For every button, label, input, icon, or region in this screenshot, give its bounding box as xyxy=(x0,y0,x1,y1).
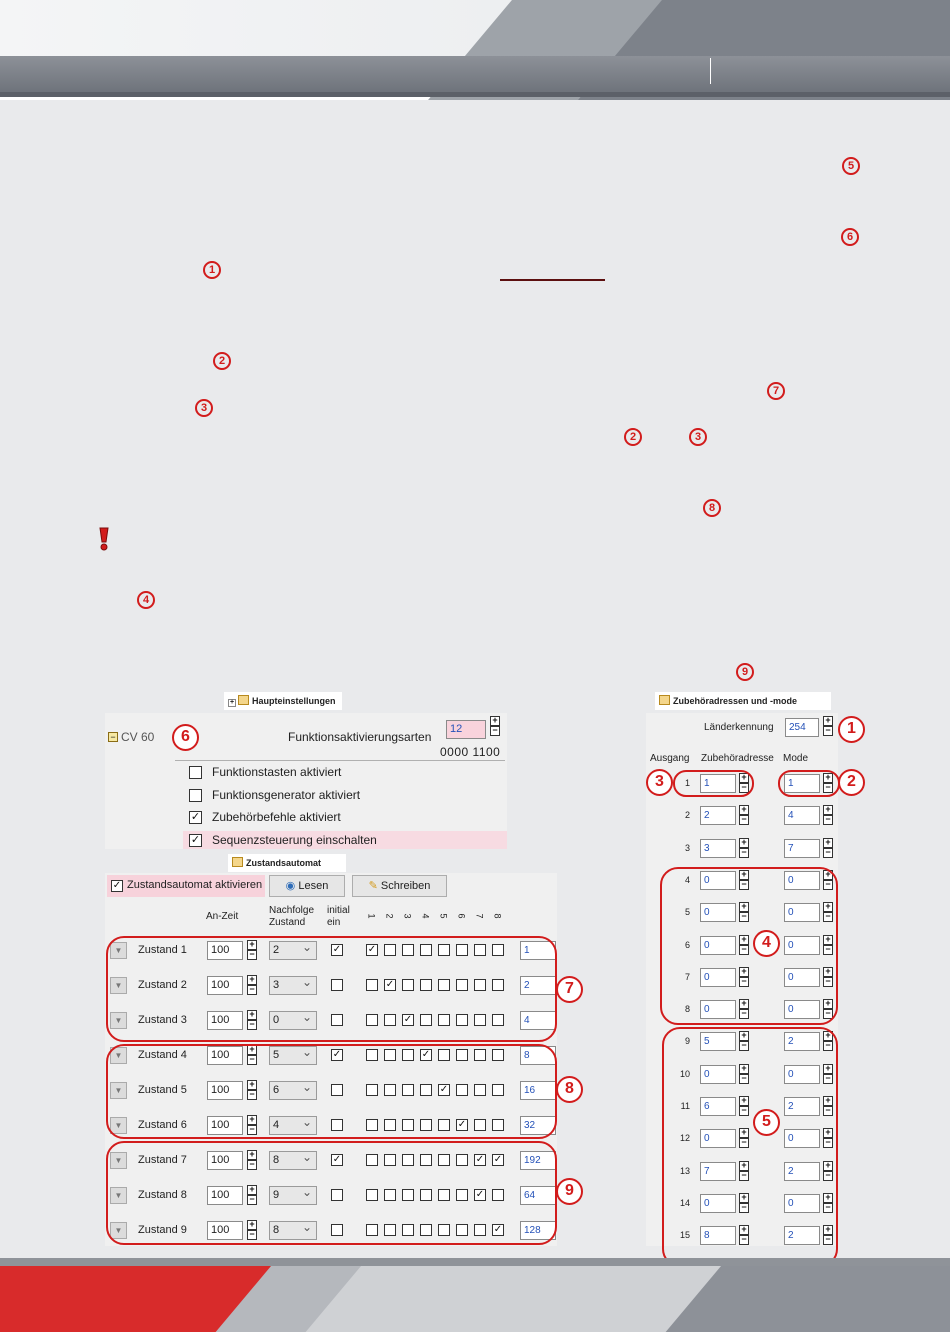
address-stepper[interactable]: + − xyxy=(739,1031,749,1051)
address-input[interactable]: 5 xyxy=(700,1032,736,1051)
underline-mark xyxy=(500,279,605,281)
bit-header-5: 5 xyxy=(438,913,449,919)
address-stepper[interactable]: + − xyxy=(739,1128,749,1148)
footer-red-shape xyxy=(0,1266,271,1332)
read-button-label: Lesen xyxy=(298,880,329,892)
output-number: 8 xyxy=(684,1004,690,1015)
on-time-input[interactable]: 100 xyxy=(207,1151,243,1170)
address-input[interactable]: 0 xyxy=(700,871,736,890)
folder-icon xyxy=(238,695,249,705)
mode-input[interactable]: 0 xyxy=(784,968,820,987)
on-time-input[interactable]: 100 xyxy=(207,1116,243,1135)
mode-stepper[interactable]: + − xyxy=(823,1161,833,1181)
expand-icon: + xyxy=(229,699,235,706)
marker-1: 1 xyxy=(203,261,221,279)
mode-stepper[interactable]: + − xyxy=(823,870,833,890)
output-number: 1 xyxy=(684,778,690,788)
state-value: 192 xyxy=(520,1151,556,1170)
initial-checkbox[interactable]: ✓ xyxy=(332,1154,342,1165)
address-input[interactable]: 0 xyxy=(700,1065,736,1084)
option-label-2: Funktionsgenerator aktiviert xyxy=(212,788,361,802)
marker-5-group: 5 xyxy=(753,1109,780,1136)
state-name: Zustand 3 xyxy=(138,1014,187,1026)
on-time-stepper[interactable]: + − xyxy=(247,1045,257,1065)
group-ring-5 xyxy=(662,1027,838,1267)
row-menu-button[interactable]: ▼ xyxy=(110,1047,127,1064)
write-button[interactable] xyxy=(352,875,447,897)
country-label: Länderkennung xyxy=(704,722,774,733)
on-time-stepper[interactable]: + − xyxy=(247,1185,257,1205)
header-ein: ein xyxy=(327,917,341,928)
bit-header-8: 8 xyxy=(492,913,503,919)
address-stepper[interactable]: + − xyxy=(739,1193,749,1213)
write-button-label: Schreiben xyxy=(380,880,431,892)
state-value: 16 xyxy=(520,1081,556,1100)
mode-stepper[interactable]: + − xyxy=(823,1064,833,1084)
marker-3-out: 3 xyxy=(646,769,673,796)
on-time-input[interactable]: 100 xyxy=(207,976,243,995)
tab-zubehoeradressen-label: Zubehöradressen und -mode xyxy=(673,696,798,706)
mode-stepper[interactable]: + − xyxy=(823,935,833,955)
mode-input[interactable]: 1 xyxy=(784,774,820,793)
group-ring-9 xyxy=(106,1141,557,1245)
header-initial: initial xyxy=(327,905,350,916)
address-stepper[interactable]: + − xyxy=(739,1161,749,1181)
option-label-1: Funktionstasten aktiviert xyxy=(212,765,342,779)
marker-3: 3 xyxy=(195,399,213,417)
mode-stepper[interactable]: + − xyxy=(823,902,833,922)
tab-haupteinstellungen[interactable] xyxy=(224,692,342,710)
address-stepper[interactable]: + − xyxy=(739,1225,749,1245)
address-input[interactable]: 7 xyxy=(700,1162,736,1181)
cv-label: CV 60 xyxy=(121,730,155,744)
state-name: Zustand 8 xyxy=(138,1189,187,1201)
mode-input[interactable]: 0 xyxy=(784,871,820,890)
mode-input[interactable]: 0 xyxy=(784,936,820,955)
mode-stepper[interactable]: + − xyxy=(823,1096,833,1116)
address-stepper[interactable]: + − xyxy=(739,838,749,858)
address-stepper[interactable]: + − xyxy=(739,902,749,922)
address-input[interactable]: 6 xyxy=(700,1097,736,1116)
ring-mode-1 xyxy=(778,770,840,797)
on-time-input[interactable]: 100 xyxy=(207,1011,243,1030)
on-time-stepper[interactable]: + − xyxy=(247,975,257,995)
output-number: 14 xyxy=(679,1197,690,1208)
marker-8-ring: 8 xyxy=(556,1076,583,1103)
group-ring-7 xyxy=(106,936,557,1042)
address-input[interactable]: 0 xyxy=(700,968,736,987)
on-time-stepper[interactable]: + − xyxy=(247,1115,257,1135)
on-time-stepper[interactable]: + − xyxy=(247,1150,257,1170)
mode-input[interactable]: 7 xyxy=(784,839,820,858)
header-separator xyxy=(710,58,711,84)
address-stepper[interactable]: + − xyxy=(739,967,749,987)
pencil-icon: ✎ xyxy=(368,880,378,892)
next-state-select[interactable]: 6 ⌄ xyxy=(269,1081,317,1100)
mode-input[interactable]: 2 xyxy=(784,1226,820,1245)
state-value: 2 xyxy=(520,976,556,995)
marker-7-ring: 7 xyxy=(556,976,583,1003)
header-adresse: Zubehöradresse xyxy=(701,753,774,764)
row-menu-button[interactable]: ▼ xyxy=(110,1187,127,1204)
mode-input[interactable]: 2 xyxy=(784,1097,820,1116)
next-state-select[interactable]: 8 ⌄ xyxy=(269,1221,317,1240)
address-input[interactable]: 0 xyxy=(700,1000,736,1019)
bit-checkbox-6[interactable]: ✓ xyxy=(457,1119,467,1130)
tab-haupteinstellungen-label: Haupteinstellungen xyxy=(252,696,336,706)
next-state-select[interactable]: 5 ⌄ xyxy=(269,1046,317,1065)
footer-stripe xyxy=(0,1258,950,1266)
marker-2: 2 xyxy=(213,352,231,370)
state-name: Zustand 4 xyxy=(138,1049,187,1061)
bit-checkbox-7[interactable]: ✓ xyxy=(475,1189,485,1200)
header-nachfolge: Nachfolge xyxy=(269,905,315,916)
next-state-select[interactable]: 3 ⌄ xyxy=(269,976,317,995)
on-time-stepper[interactable]: + − xyxy=(247,1220,257,1240)
binary-value: 0000 1100 xyxy=(440,745,501,759)
state-value: 1 xyxy=(520,941,556,960)
function-activation-stepper[interactable]: + − xyxy=(490,716,500,736)
on-time-stepper[interactable]: + − xyxy=(247,940,257,960)
header-band xyxy=(0,56,950,96)
output-number: 2 xyxy=(684,810,690,821)
ring-out-1 xyxy=(673,770,754,797)
marker-6-cv: 6 xyxy=(172,724,199,751)
address-input[interactable]: 0 xyxy=(700,1194,736,1213)
address-stepper[interactable]: + − xyxy=(739,773,749,793)
bit-header-4: 4 xyxy=(420,913,431,919)
warning-icon xyxy=(96,527,112,551)
divider xyxy=(175,760,505,761)
row-menu-button[interactable]: ▼ xyxy=(110,1222,127,1239)
option-checkbox-4[interactable]: ✓ xyxy=(190,834,201,846)
option-checkbox-2[interactable] xyxy=(189,789,202,802)
row-menu-button[interactable]: ▼ xyxy=(110,977,127,994)
collapse-icon[interactable]: − xyxy=(108,732,118,742)
marker-6: 6 xyxy=(841,228,859,246)
state-name: Zustand 7 xyxy=(138,1154,187,1166)
state-value: 4 xyxy=(520,1011,556,1030)
marker-3b: 3 xyxy=(689,428,707,446)
eye-icon: ◉ xyxy=(285,880,296,892)
marker-2-mode: 2 xyxy=(838,769,865,796)
folder-icon xyxy=(659,695,670,705)
address-input[interactable]: 0 xyxy=(700,903,736,922)
address-stepper[interactable]: + − xyxy=(739,999,749,1019)
bit-header-3: 3 xyxy=(402,913,413,919)
header-zustand: Zustand xyxy=(269,917,306,928)
next-state-select[interactable]: 0 ⌄ xyxy=(269,1011,317,1030)
row-menu-button[interactable]: ▼ xyxy=(110,1082,127,1099)
mode-stepper[interactable]: + − xyxy=(823,1193,833,1213)
option-label-4: Sequenzsteuerung einschalten xyxy=(212,833,377,847)
activate-checkbox[interactable]: ✓ xyxy=(112,880,122,891)
state-name: Zustand 6 xyxy=(138,1119,187,1131)
marker-1-country: 1 xyxy=(838,716,865,743)
mode-input[interactable]: 2 xyxy=(784,1162,820,1181)
bit-checkbox-3[interactable]: ✓ xyxy=(403,1014,413,1025)
address-input[interactable]: 2 xyxy=(700,806,736,825)
bit-header-2: 2 xyxy=(384,913,395,919)
on-time-input[interactable]: 100 xyxy=(207,941,243,960)
bit-header-6: 6 xyxy=(456,913,467,919)
option-label-3: Zubehörbefehle aktiviert xyxy=(212,810,341,824)
initial-checkbox[interactable]: ✓ xyxy=(332,944,342,955)
address-stepper[interactable]: + − xyxy=(739,1064,749,1084)
row-menu-button[interactable]: ▼ xyxy=(110,1012,127,1029)
output-number: 11 xyxy=(680,1101,690,1111)
output-number: 13 xyxy=(679,1165,690,1176)
row-menu-button[interactable]: ▼ xyxy=(110,1152,127,1169)
mode-stepper[interactable]: + − xyxy=(823,999,833,1019)
next-state-select[interactable]: 2 ⌄ xyxy=(269,941,317,960)
address-input[interactable]: 3 xyxy=(700,839,736,858)
mode-stepper[interactable]: + − xyxy=(823,838,833,858)
on-time-stepper[interactable]: + − xyxy=(247,1080,257,1100)
bit-checkbox-7[interactable]: ✓ xyxy=(475,1154,485,1165)
option-checkbox-3[interactable]: ✓ xyxy=(190,811,201,823)
marker-2b: 2 xyxy=(624,428,642,446)
header-ausgang: Ausgang xyxy=(650,753,690,764)
state-value: 64 xyxy=(520,1186,556,1205)
address-stepper[interactable]: + − xyxy=(739,805,749,825)
mode-input[interactable]: 0 xyxy=(784,903,820,922)
address-input[interactable]: 1 xyxy=(700,774,736,793)
marker-5: 5 xyxy=(842,157,860,175)
output-number: 9 xyxy=(684,1036,690,1047)
marker-4-group: 4 xyxy=(753,930,780,957)
tab-zustandsautomat-label: Zustandsautomat xyxy=(246,858,322,868)
group-ring-4 xyxy=(660,867,838,1025)
address-stepper[interactable]: + − xyxy=(739,870,749,890)
function-activation-input[interactable]: 12 xyxy=(446,720,486,739)
row-menu-button[interactable]: ▼ xyxy=(110,1117,127,1134)
address-input[interactable]: 8 xyxy=(700,1226,736,1245)
country-stepper[interactable]: + − xyxy=(823,716,833,736)
initial-checkbox[interactable]: ✓ xyxy=(332,1049,342,1060)
bit-header-1: 1 xyxy=(366,913,377,919)
haupteinstellungen-panel xyxy=(105,713,507,849)
marker-4: 4 xyxy=(137,591,155,609)
address-input[interactable]: 0 xyxy=(700,936,736,955)
mode-stepper[interactable]: + − xyxy=(823,1225,833,1245)
mode-input[interactable]: 0 xyxy=(784,1065,820,1084)
country-input[interactable]: 254 xyxy=(785,718,819,737)
on-time-input[interactable]: 100 xyxy=(207,1221,243,1240)
mode-stepper[interactable]: + − xyxy=(823,773,833,793)
mode-stepper[interactable]: + − xyxy=(823,1031,833,1051)
output-number: 7 xyxy=(684,971,690,982)
address-stepper[interactable]: + − xyxy=(739,1096,749,1116)
output-number: 4 xyxy=(684,874,690,885)
mode-input[interactable]: 2 xyxy=(784,1032,820,1051)
address-input[interactable]: 0 xyxy=(700,1129,736,1148)
state-name: Zustand 5 xyxy=(138,1084,187,1096)
bit-header-7: 7 xyxy=(474,913,485,919)
mode-stepper[interactable]: + − xyxy=(823,1128,833,1148)
marker-9-ring: 9 xyxy=(556,1178,583,1205)
tab-zubehoeradressen[interactable] xyxy=(655,692,831,710)
state-name: Zustand 1 xyxy=(138,944,187,956)
header-stripe xyxy=(0,92,950,97)
state-value: 8 xyxy=(520,1046,556,1065)
on-time-stepper[interactable]: + − xyxy=(247,1010,257,1030)
next-state-select[interactable]: 4 ⌄ xyxy=(269,1116,317,1135)
on-time-input[interactable]: 100 xyxy=(207,1046,243,1065)
marker-8: 8 xyxy=(703,499,721,517)
output-number: 3 xyxy=(684,842,690,853)
bit-checkbox-1[interactable]: ✓ xyxy=(367,944,377,955)
mode-stepper[interactable]: + − xyxy=(823,967,833,987)
bit-checkbox-8[interactable]: ✓ xyxy=(493,1224,503,1235)
output-number: 6 xyxy=(684,939,690,950)
output-number: 15 xyxy=(679,1230,690,1241)
marker-9: 9 xyxy=(736,663,754,681)
next-state-select[interactable]: 8 ⌄ xyxy=(269,1151,317,1170)
read-button[interactable] xyxy=(269,875,345,897)
bit-checkbox-2[interactable]: ✓ xyxy=(385,979,395,990)
group-ring-8 xyxy=(106,1044,557,1139)
output-number: 10 xyxy=(679,1068,690,1079)
state-name: Zustand 2 xyxy=(138,979,187,991)
tab-zustandsautomat[interactable] xyxy=(228,854,346,872)
header-anzeit: An-Zeit xyxy=(206,911,239,922)
page-header xyxy=(0,0,950,100)
on-time-input[interactable]: 100 xyxy=(207,1186,243,1205)
folder-icon xyxy=(232,857,243,867)
output-number: 12 xyxy=(679,1133,690,1144)
mode-input[interactable]: 0 xyxy=(784,1000,820,1019)
activate-label: Zustandsautomat aktivieren xyxy=(127,879,263,891)
bit-checkbox-5[interactable]: ✓ xyxy=(439,1084,449,1095)
bit-checkbox-4[interactable]: ✓ xyxy=(421,1049,431,1060)
mode-stepper[interactable]: + − xyxy=(823,805,833,825)
next-state-select[interactable]: 9 ⌄ xyxy=(269,1186,317,1205)
header-mode: Mode xyxy=(783,753,809,764)
option-checkbox-1[interactable] xyxy=(189,766,202,779)
address-stepper[interactable]: + − xyxy=(739,935,749,955)
mode-input[interactable]: 0 xyxy=(784,1194,820,1213)
state-value: 128 xyxy=(520,1221,556,1240)
function-activation-label: Funktionsaktivierungsarten xyxy=(288,730,432,744)
mode-input[interactable]: 4 xyxy=(784,806,820,825)
mode-input[interactable]: 0 xyxy=(784,1129,820,1148)
output-number: 5 xyxy=(684,907,690,918)
marker-7: 7 xyxy=(767,382,785,400)
page-footer xyxy=(0,1258,950,1332)
bit-checkbox-8[interactable]: ✓ xyxy=(493,1154,503,1165)
state-value: 32 xyxy=(520,1116,556,1135)
on-time-input[interactable]: 100 xyxy=(207,1081,243,1100)
state-name: Zustand 9 xyxy=(138,1224,187,1236)
row-menu-button[interactable]: ▼ xyxy=(110,942,127,959)
